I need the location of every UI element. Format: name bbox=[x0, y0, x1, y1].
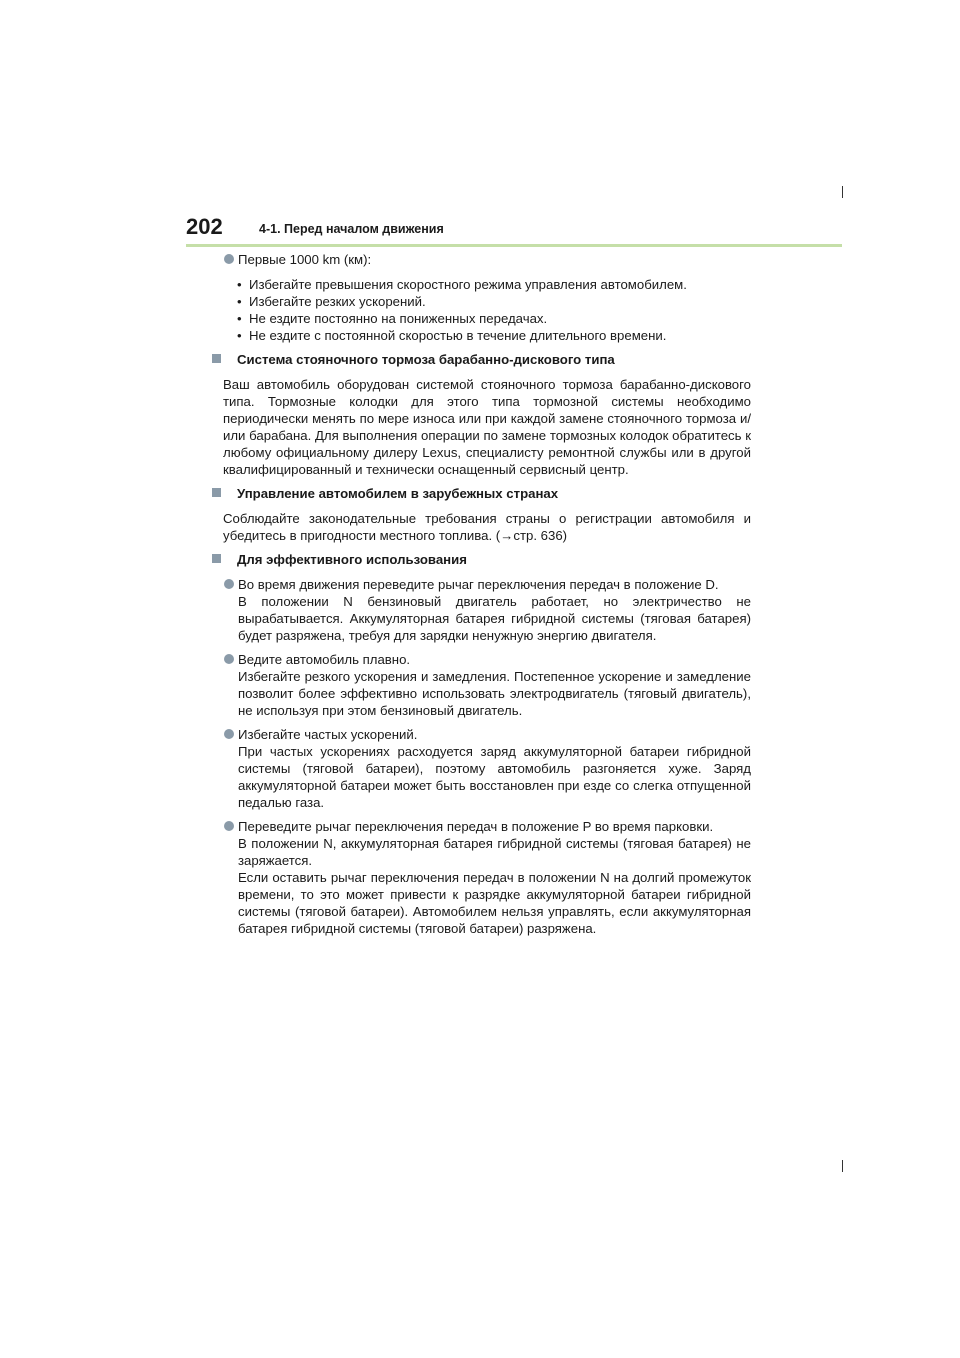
page-number: 202 bbox=[186, 214, 223, 239]
item-text: Избегайте резкого ускорения и замедления. Постепенное ускорение и замедление позволит более эффективно использовать электродвигатель (тяговый двигатель), не используя при этом бензиновый двигатель. bbox=[238, 669, 751, 718]
square-bullet-icon bbox=[212, 488, 221, 497]
crop-mark-bottom bbox=[842, 1160, 843, 1172]
item-lead: Переведите рычаг переключения передач в положение P во время парковки. bbox=[238, 819, 714, 834]
efficiency-item bbox=[223, 818, 751, 937]
circle-bullet-icon bbox=[224, 821, 234, 831]
first-1000-bullets bbox=[237, 276, 751, 344]
item-text: При частых ускорениях расходуется заряд аккумуляторной батареи гибридной системы (тяговой батареи), поэтому автомобиль разгоняется хуже. Заряд аккумуляторной батареи может быть восстановлен при езде со слегка отпущенной педалью газа. bbox=[238, 744, 751, 810]
circle-bullet-icon bbox=[224, 579, 234, 589]
crop-mark-top bbox=[842, 186, 843, 198]
item-text: Если оставить рычаг переключения передач в положении N на долгий промежуток времени, то это может привести к разрядке аккумуляторной батареи гибридной системы (тяговой батареи). Автомобилем нельзя управлять, если аккумуляторная батарея гибридной системы (тяговой батареи) разряжена. bbox=[238, 870, 751, 936]
square-bullet-icon bbox=[212, 354, 221, 363]
section-heading-efficiency: Для эффективного использования bbox=[223, 551, 751, 568]
first-1000-title: Первые 1000 km (км): bbox=[238, 252, 372, 267]
circle-bullet-icon bbox=[224, 729, 234, 739]
list-item: • Не ездите с постоянной скоростью в течение длительного времени. bbox=[237, 328, 667, 343]
list-item: • Избегайте превышения скоростного режима управления автомобилем. bbox=[237, 277, 687, 292]
dot-icon: • bbox=[237, 294, 242, 309]
section-heading-abroad: Управление автомобилем в зарубежных странах bbox=[223, 485, 751, 502]
list-item: • Избегайте резких ускорений. bbox=[237, 294, 426, 309]
abroad-text: Соблюдайте законодательные требования страны о регистрации автомобиля и убедитесь в пригодности местного топлива. (→стр. 636) bbox=[223, 511, 751, 543]
first-1000-item bbox=[223, 251, 751, 268]
item-lead: Во время движения переведите рычаг переключения передач в положение D. bbox=[238, 577, 719, 592]
dot-icon: • bbox=[237, 328, 242, 343]
page-content bbox=[223, 251, 751, 937]
circle-bullet-icon bbox=[224, 654, 234, 664]
item-text: В положении N бензиновый двигатель работает, но электричество не вырабатывается. Аккумуляторная батарея гибридной системы (тяговая батарея) будет разряжена, требуя для зарядки ненужную энергию двигателя. bbox=[238, 594, 751, 643]
header-rule bbox=[186, 244, 842, 247]
efficiency-item bbox=[223, 726, 751, 811]
parking-brake-text: Ваш автомобиль оборудован системой стояночного тормоза барабанно-дискового типа. Тормозные колодки для этого типа тормозной системы необходимо периодически менять по мере износа или при каждой замене стояночного тормоза и/или барабана. Для выполнения операции по замене тормозных колодок обратитесь к любому официальному дилеру Lexus, специалисту ремонтной службы или в другой квалифицированный и технически оснащенный сервисный центр. bbox=[223, 377, 751, 477]
efficiency-item bbox=[223, 576, 751, 644]
dot-icon: • bbox=[237, 311, 242, 326]
square-bullet-icon bbox=[212, 554, 221, 563]
list-item: • Не ездите постоянно на пониженных передачах. bbox=[237, 311, 548, 326]
item-lead: Избегайте частых ускорений. bbox=[238, 727, 418, 742]
section-header: 4-1. Перед началом движения bbox=[259, 222, 444, 236]
dot-icon: • bbox=[237, 277, 242, 292]
efficiency-item bbox=[223, 651, 751, 719]
circle-bullet-icon bbox=[224, 254, 234, 264]
item-text: В положении N, аккумуляторная батарея гибридной системы (тяговая батарея) не заряжается. bbox=[238, 836, 751, 868]
item-lead: Ведите автомобиль плавно. bbox=[238, 652, 411, 667]
section-heading-parking-brake: Система стояночного тормоза барабанно-дискового типа bbox=[223, 351, 751, 368]
